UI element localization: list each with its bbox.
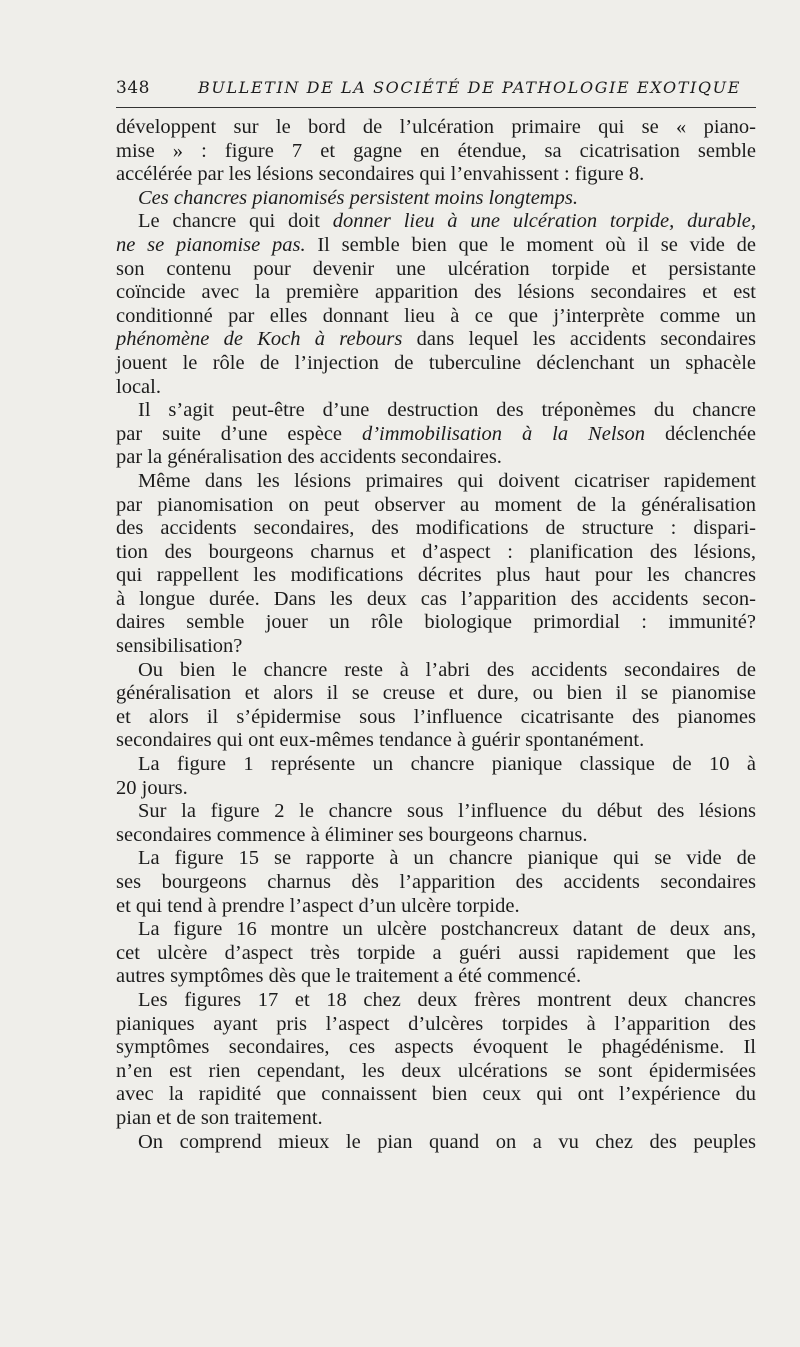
text-line: ne se pianomise pas. Il semble bien que le moment où il se vide de [116,233,756,256]
text-line: et alors il s’épidermise sous l’influence cicatrisante des pianomes [116,705,756,728]
text-line: secondaires qui ont eux-mêmes tendance à guérir spontanément. [116,729,645,752]
text-line: La figure 1 représente un chancre pianique classique de 10 à [138,753,756,776]
page-number: 348 [116,78,150,98]
italic-phrase: phénomène de Koch à rebours [116,328,403,351]
body-text [116,116,756,1154]
text-line: ses bourgeons charnus dès l’apparition des accidents secondaires [116,871,756,893]
text-line: par la généralisation des accidents secondaires. [116,446,502,469]
text-line: son contenu pour devenir une ulcération torpide et persistante [116,257,756,280]
text-line: On comprend mieux le pian quand on a vu chez des peuples [138,1130,756,1153]
text-line: n’en est rien cependant, les deux ulcérations se sont épidermisées [116,1059,756,1082]
running-head: BULLETIN DE LA SOCIÉTÉ DE PATHOLOGIE EXOTIQUE [198,78,741,97]
text-line: 20 jours. [116,776,188,799]
text-line: Les figures 17 et 18 chez deux frères montrent deux chancres [138,988,756,1011]
text-line: autres symptômes dès que le traitement a été commencé. [116,965,582,988]
italic-phrase: d’immobilisation à la Nelson [361,422,645,445]
text-line: qui rappellent les modifications décrites plus haut pour les chancres [116,564,756,587]
text-line: daires semble jouer un rôle biologique primordial : immunité? [116,611,756,634]
text-line: accélérée par les lésions secondaires qui l’envahissent : figure 8. [116,163,645,186]
text-line: La figure 15 se rapporte à un chancre pianique qui se vide de [138,847,756,870]
text-line: jouent le rôle de l’injection de tuberculine déclenchant un sphacèle [116,351,756,374]
text-line: mise » : figure 7 et gagne en étendue, sa cicatrisation semble [116,139,756,162]
text-line: sensibilisation? [116,635,243,658]
text-line: conditionné par elles donnant lieu à ce que j’interprète comme un [116,304,756,327]
text-line: tion des bourgeons charnus et d’aspect : planification des lésions, [116,540,756,563]
italic-phrase: ne se pianomise pas. [116,233,306,256]
text-line: des accidents secondaires, des modifications de structure : dispari- [116,517,756,540]
text-line: par suite d’une espèce d’immobilisation à la Nelson déclenchée [116,422,756,445]
text-line: pian et de son traitement. [116,1106,323,1129]
text-line: et qui tend à prendre l’aspect d’un ulcère torpide. [116,894,520,917]
text-line: avec la rapidité que connaissent bien ceux qui ont l’expérience du [116,1083,756,1106]
text-line: La figure 16 montre un ulcère postchancreux datant de deux ans, [138,918,756,941]
text-line: Ou bien le chancre reste à l’abri des accidents secondaires de [138,658,756,681]
text-line: Sur la figure 2 le chancre sous l’influence du début des lésions [138,800,756,823]
text-line: coïncide avec la première apparition des lésions secondaires et est [116,281,756,304]
text-line: cet ulcère d’aspect très torpide a guéri aussi rapidement que les [116,941,756,964]
text-line: développent sur le bord de l’ulcération primaire qui se « piano- [116,116,756,138]
text-line: Il s’agit peut-être d’une destruction des tréponèmes du chancre [138,399,756,422]
text-line: à longue durée. Dans les deux cas l’apparition des accidents secon- [116,587,756,610]
text-line: généralisation et alors il se creuse et dure, ou bien il se pianomise [116,682,756,705]
text-line: Ces chancres pianomisés persistent moins longtemps. [138,186,578,209]
header-rule [116,107,756,108]
page-header [116,78,756,102]
text-line: Le chancre qui doit donner lieu à une ulcération torpide, durable, [138,210,756,233]
text-line: symptômes secondaires, ces aspects évoquent le phagédénisme. Il [116,1036,756,1059]
text-line: Même dans les lésions primaires qui doivent cicatriser rapidement [138,469,756,492]
text-line: local. [116,375,161,398]
text-line: par pianomisation on peut observer au moment de la généralisation [116,493,756,516]
text-line: phénomène de Koch à rebours dans lequel les accidents secondaires [116,328,756,351]
text-line: pianiques ayant pris l’aspect d’ulcères torpides à l’apparition des [116,1012,756,1035]
italic-phrase: donner lieu à une ulcération torpide, durable, [332,210,756,233]
text-line: secondaires commence à éliminer ses bourgeons charnus. [116,823,588,846]
